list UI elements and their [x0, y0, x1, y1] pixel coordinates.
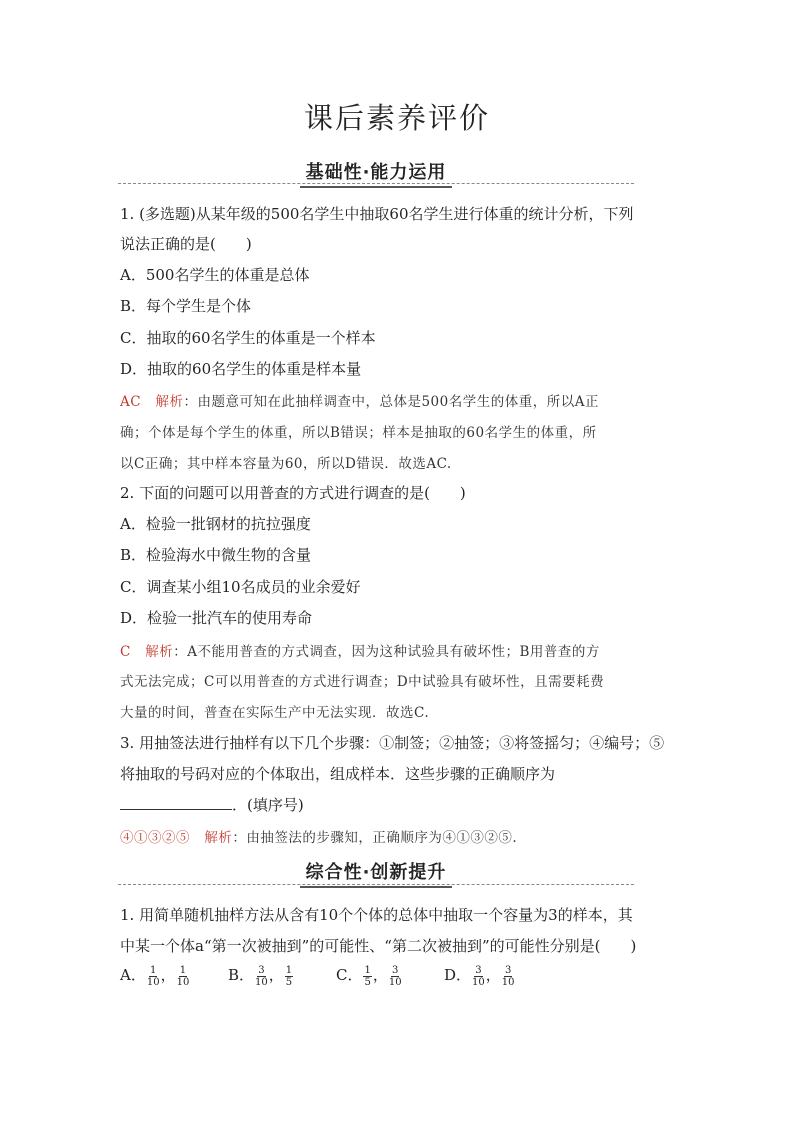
fraction-numerator: 3 [392, 964, 399, 976]
fraction-numerator: 1 [285, 964, 293, 976]
q1-analysis-text1: ：由题意可知在此抽样调查中，总体是500名学生的体重，所以A正 [183, 394, 599, 410]
q2-option-b: B．检验海水中微生物的含量 [120, 546, 312, 564]
q3-stem-line3 [120, 794, 304, 815]
q4-option-c [336, 964, 444, 988]
fraction [389, 965, 402, 988]
q4-option-c-label: C． [336, 966, 363, 984]
fraction [363, 965, 371, 988]
q2-option-a: A．检验一批钢材的抗拉强度 [120, 515, 311, 533]
q4-option-a [120, 964, 228, 988]
q2-analysis-label: 解析 [145, 644, 174, 660]
q1-option-c: C．抽取的60名学生的体重是一个样本 [120, 329, 376, 347]
fraction-denominator: 10 [388, 976, 402, 988]
q4-option-b [228, 964, 336, 988]
section-title-advanced: 综合性·创新提升 [300, 858, 453, 888]
fraction-numerator: 3 [475, 964, 482, 976]
q2-analysis-text1: ：A不能用普查的方式调查，因为这种试验具有破坏性；B用普查的方 [173, 644, 600, 660]
q1-option-b: B．每个学生是个体 [120, 297, 252, 315]
q1-analysis-line1 [120, 390, 599, 410]
q4-stem-line2: 中某一个体a“第一次被抽到”的可能性、“第二次被抽到”的可能性分别是( ) [120, 937, 637, 955]
q4-options [120, 964, 552, 988]
fraction [472, 965, 485, 988]
fraction-denominator: 10 [501, 976, 515, 988]
section-divider [118, 183, 634, 184]
fraction [285, 965, 293, 988]
q3-analysis [120, 826, 517, 846]
q3-stem-line3-text: ．(填序号) [232, 796, 304, 814]
q3-answer-blank [120, 795, 232, 810]
fraction-denominator: 10 [176, 976, 190, 988]
q2-analysis-line1 [120, 640, 600, 660]
q2-stem: 2. 下面的问题可以用普查的方式进行调查的是( ) [120, 484, 466, 502]
q2-option-c: C．调查某小组10名成员的业余爱好 [120, 578, 361, 596]
fraction [255, 965, 268, 988]
fraction [502, 965, 515, 988]
q2-answer: C [120, 644, 131, 660]
q3-stem-line1: 3. 用抽签法进行抽样有以下几个步骤：①制签；②抽签；③将签摇匀；④编号；⑤ [120, 734, 665, 752]
q1-option-d: D．抽取的60名学生的体重是样本量 [120, 360, 362, 378]
q1-stem-line2: 说法正确的是( ) [120, 235, 252, 253]
q1-analysis-line2: 确；个体是每个学生的体重，所以B错误；样本是抽取的60名学生的体重，所 [120, 425, 597, 441]
q3-answer: ④①③②⑤ [120, 830, 190, 846]
fraction-numerator: 3 [258, 964, 265, 976]
q1-option-a: A．500名学生的体重是总体 [120, 266, 310, 284]
q1-stem-line1: 1. (多选题)从某年级的500名学生中抽取60名学生进行体重的统计分析，下列 [120, 205, 634, 223]
fraction-denominator: 5 [364, 976, 371, 988]
separator: ， [268, 966, 284, 984]
q4-stem-line1: 1. 用简单随机抽样方法从含有10个个体的总体中抽取一个容量为3的样本，其 [120, 906, 633, 924]
section-title-basic: 基础性·能力运用 [300, 158, 453, 188]
fraction-denominator: 10 [146, 976, 160, 988]
q3-analysis-text: ：由抽签法的步骤知，正确顺序为④①③②⑤. [232, 830, 518, 846]
q2-option-d: D．检验一批汽车的使用寿命 [120, 609, 313, 627]
q1-answer: AC [120, 394, 142, 410]
q4-option-a-label: A． [120, 966, 146, 984]
q2-analysis-line3: 大量的时间，普查在实际生产中无法实现．故选C. [120, 705, 430, 721]
fraction-denominator: 10 [472, 976, 485, 988]
fraction [147, 965, 160, 988]
q4-option-d-label: D． [444, 966, 472, 984]
q3-stem-line2: 将抽取的号码对应的个体取出，组成样本．这些步骤的正确顺序为 [120, 765, 556, 783]
fraction-denominator: 10 [255, 976, 268, 988]
section-divider [118, 884, 634, 885]
q4-option-b-label: B． [228, 966, 255, 984]
q1-analysis-line3: 以C正确；其中样本容量为60，所以D错误．故选AC. [120, 456, 452, 472]
fraction [177, 965, 190, 988]
separator: ， [160, 966, 176, 984]
q1-analysis-label: 解析 [155, 394, 184, 410]
q3-analysis-label: 解析 [204, 830, 233, 846]
separator: ， [485, 966, 501, 984]
fraction-numerator: 3 [504, 964, 512, 976]
fraction-numerator: 1 [179, 964, 187, 976]
separator: ， [372, 966, 388, 984]
page-title: 课后素养评价 [303, 101, 490, 135]
fraction-numerator: 1 [150, 964, 157, 976]
q4-option-d [444, 964, 552, 988]
q2-analysis-line2: 式无法完成；C可以用普查的方式进行调查；D中试验具有破坏性，且需要耗费 [120, 674, 605, 690]
fraction-denominator: 5 [285, 976, 293, 988]
fraction-numerator: 1 [364, 964, 371, 976]
